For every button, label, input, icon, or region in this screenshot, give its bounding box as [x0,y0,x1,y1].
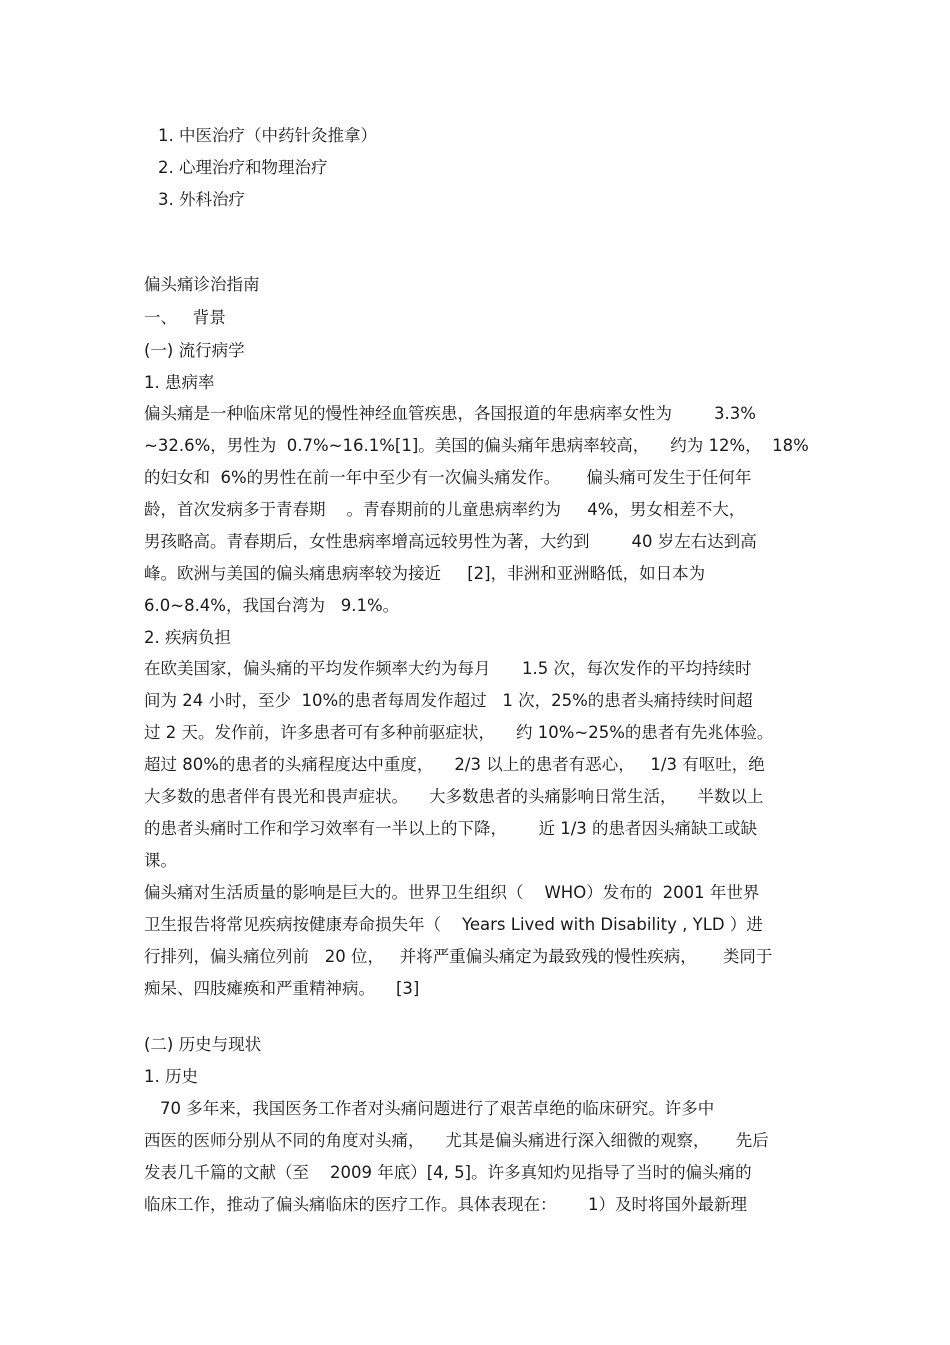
paragraph-line: 课。 [144,851,177,870]
paragraph-line: 在欧美国家，偏头痛的平均发作频率大约为每月 1.5 次，每次发作的平均持续时 [144,659,752,678]
subsection-heading: (一) 流行病学 [144,341,245,360]
paragraph-line: ~32.6%，男性为 0.7%~16.1%[1]。美国的偏头痛年患病率较高， 约为 12%， 18% [144,436,809,455]
list-item: 3. 外科治疗 [158,190,245,209]
paragraph-line: 临床工作，推动了偏头痛临床的医疗工作。具体表现在： 1）及时将国外最新理 [144,1195,747,1214]
paragraph-line: 超过 80%的患者的头痛程度达中重度， 2/3 以上的患者有恶心， 1/3 有呕吐，绝 [144,755,765,774]
paragraph-line: 间为 24 小时，至少 10%的患者每周发作超过 1 次，25%的患者头痛持续时间超 [144,691,753,710]
subsection-heading: (二) 历史与现状 [144,1035,262,1054]
list-item: 2. 心理治疗和物理治疗 [158,158,328,177]
item-heading: 2. 疾病负担 [144,628,231,647]
paragraph-line: 大多数的患者伴有畏光和畏声症状。 大多数患者的头痛影响日常生活， 半数以上 [144,787,764,806]
paragraph-line: 发表几千篇的文献（至 2009 年底）[4, 5]。许多真知灼见指导了当时的偏头痛的 [144,1163,752,1182]
paragraph-line: 的妇女和 6%的男性在前一年中至少有一次偏头痛发作。 偏头痛可发生于任何年 [144,468,752,487]
paragraph-line: 偏头痛对生活质量的影响是巨大的。世界卫生组织（ WHO）发布的 2001 年世界 [144,883,760,902]
paragraph-line: 6.0~8.4%，我国台湾为 9.1%。 [144,596,400,615]
paragraph-line: 痴呆、四肢瘫痪和严重精神病。 [3] [144,979,420,998]
paragraph-line: 偏头痛是一种临床常见的慢性神经血管疾患，各国报道的年患病率女性为 3.3% [144,404,756,423]
section-heading: 一、 背景 [144,308,226,327]
paragraph-line: 过 2 天。发作前，许多患者可有多种前驱症状， 约 10%~25%的患者有先兆体验。 [144,723,774,742]
item-heading: 1. 历史 [144,1067,198,1086]
paragraph-line: 70 多年来，我国医务工作者对头痛问题进行了艰苦卓绝的临床研究。许多中 [160,1099,715,1118]
paragraph-line: 行排列，偏头痛位列前 20 位， 并将严重偏头痛定为最致残的慢性疾病， 类同于 [144,947,773,966]
list-item: 1. 中医治疗（中药针灸推拿） [158,126,377,145]
paragraph-line: 的患者头痛时工作和学习效率有一半以上的下降， 近 1/3 的患者因头痛缺工或缺 [144,819,758,838]
paragraph-line: 西医的医师分别从不同的角度对头痛， 尤其是偏头痛进行深入细微的观察， 先后 [144,1131,769,1150]
paragraph-line: 龄，首次发病多于青春期 。青春期前的儿童患病率约为 4%，男女相差不大， [144,500,746,519]
item-heading: 1. 患病率 [144,373,215,392]
paragraph-line: 峰。欧洲与美国的偏头痛患病率较为接近 [2]，非洲和亚洲略低，如日本为 [144,564,706,583]
paragraph-line: 男孩略高。青春期后，女性患病率增高远较男性为著，大约到 40 岁左右达到高 [144,532,757,551]
paragraph-line: 卫生报告将常见疾病按健康寿命损失年（ Years Lived with Disability , YLD ）进 [144,915,763,934]
document-title: 偏头痛诊治指南 [144,275,260,294]
